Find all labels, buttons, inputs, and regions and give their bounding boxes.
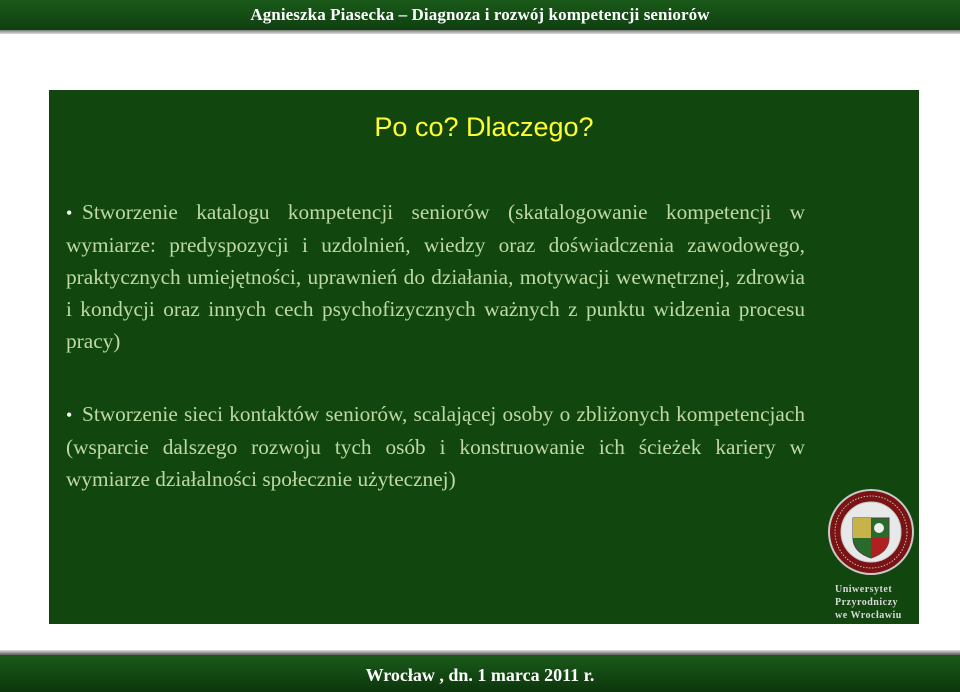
university-name-line: Przyrodniczy: [835, 597, 899, 608]
bullet-text: Stworzenie sieci kontaktów seniorów, scalającej osoby o zbliżonych kompetencjach (wsparcie dalszego rozwoju tych osób i konstruowanie ich ścieżek kariery w wymiarze działalności społecznie użytecznej): [66, 402, 805, 491]
university-name-line: Uniwersytet: [835, 584, 893, 595]
bullet-icon: •: [66, 203, 73, 223]
header-bar: [0, 0, 960, 30]
footer-bar: [0, 655, 960, 692]
footer-text: Wrocław , dn. 1 marca 2011 r.: [365, 665, 595, 685]
bullet-text: Stworzenie katalogu kompetencji seniorów (skatalogowanie kompetencji w wymiarze: predyspozycji i uzdolnień, wiedzy oraz doświadczenia zawodowego, praktycznych umiejętności, uprawnień do działania, motywacji wewnętrznej, zdrowia i kondycji oraz innych cech psychofizycznych ważnych z punktu widzenia procesu pracy): [66, 200, 805, 353]
bullet-icon: •: [66, 405, 73, 425]
bullet-item: [66, 398, 805, 495]
slide-panel: [49, 90, 919, 624]
slide-title: Po co? Dlaczego?: [374, 112, 594, 142]
header-title: Agnieszka Piasecka – Diagnoza i rozwój kompetencji seniorów: [250, 5, 710, 24]
university-name-line: we Wrocławiu: [835, 610, 902, 621]
university-seal-icon: [827, 488, 915, 576]
bullet-item: [66, 196, 805, 357]
university-name: [835, 583, 915, 622]
header-divider: [0, 30, 960, 34]
